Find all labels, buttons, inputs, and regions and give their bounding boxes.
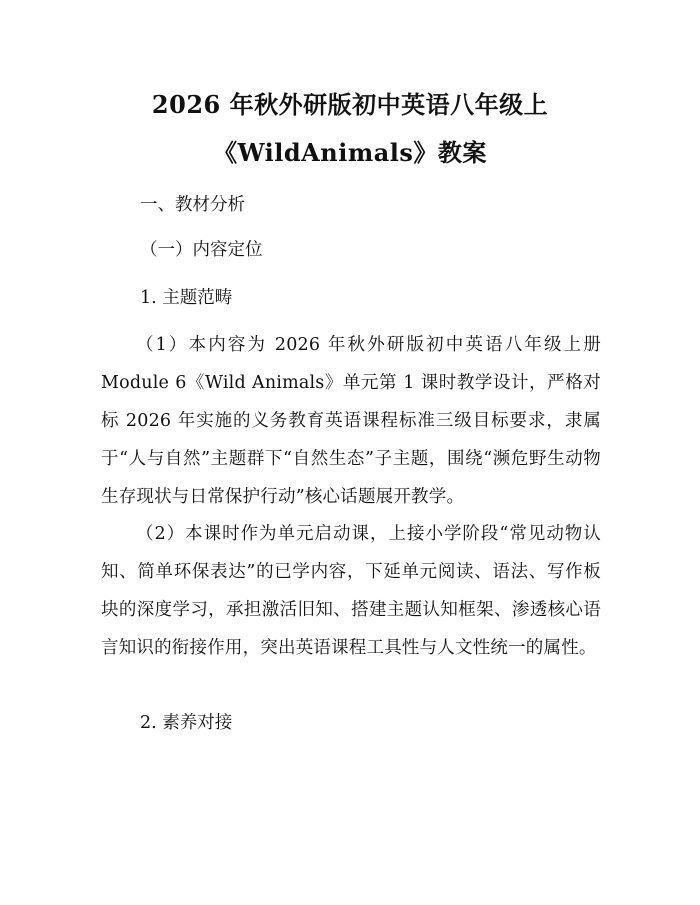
section-heading-textbook-analysis: 一、教材分析	[140, 195, 245, 215]
subsection-heading-content-positioning: （一）内容定位	[140, 240, 263, 260]
item-heading-theme-category: 1. 主题范畴	[140, 288, 233, 308]
document-title-line-2: 《WildAnimals》教案	[213, 138, 487, 167]
paragraph-1: （1）本内容为 2026 年秋外研版初中英语八年级上册 Module 6《Wild Animals》单元第 1 课时教学设计，严格对标 2026 年实施的义务教育英语课程标准三级目标要求，隶属于“人与自然”主题群下“自然生态”子主题，围绕“濒危野生动物生存现状与日常保护行动”核心话题展开教学。	[101, 335, 601, 507]
item-heading-literacy-connection: 2. 素养对接	[140, 713, 233, 733]
paragraph-2: （2）本课时作为单元启动课，上接小学阶段“常见动物认知、简单环保表达”的已学内容，下延单元阅读、语法、写作板块的深度学习，承担激活旧知、搭建主题认知框架、渗透核心语言知识的衔接作用，突出英语课程工具性与人文性统一的属性。	[101, 524, 601, 658]
document-title-line-1: 2026 年秋外研版初中英语八年级上	[151, 90, 549, 119]
